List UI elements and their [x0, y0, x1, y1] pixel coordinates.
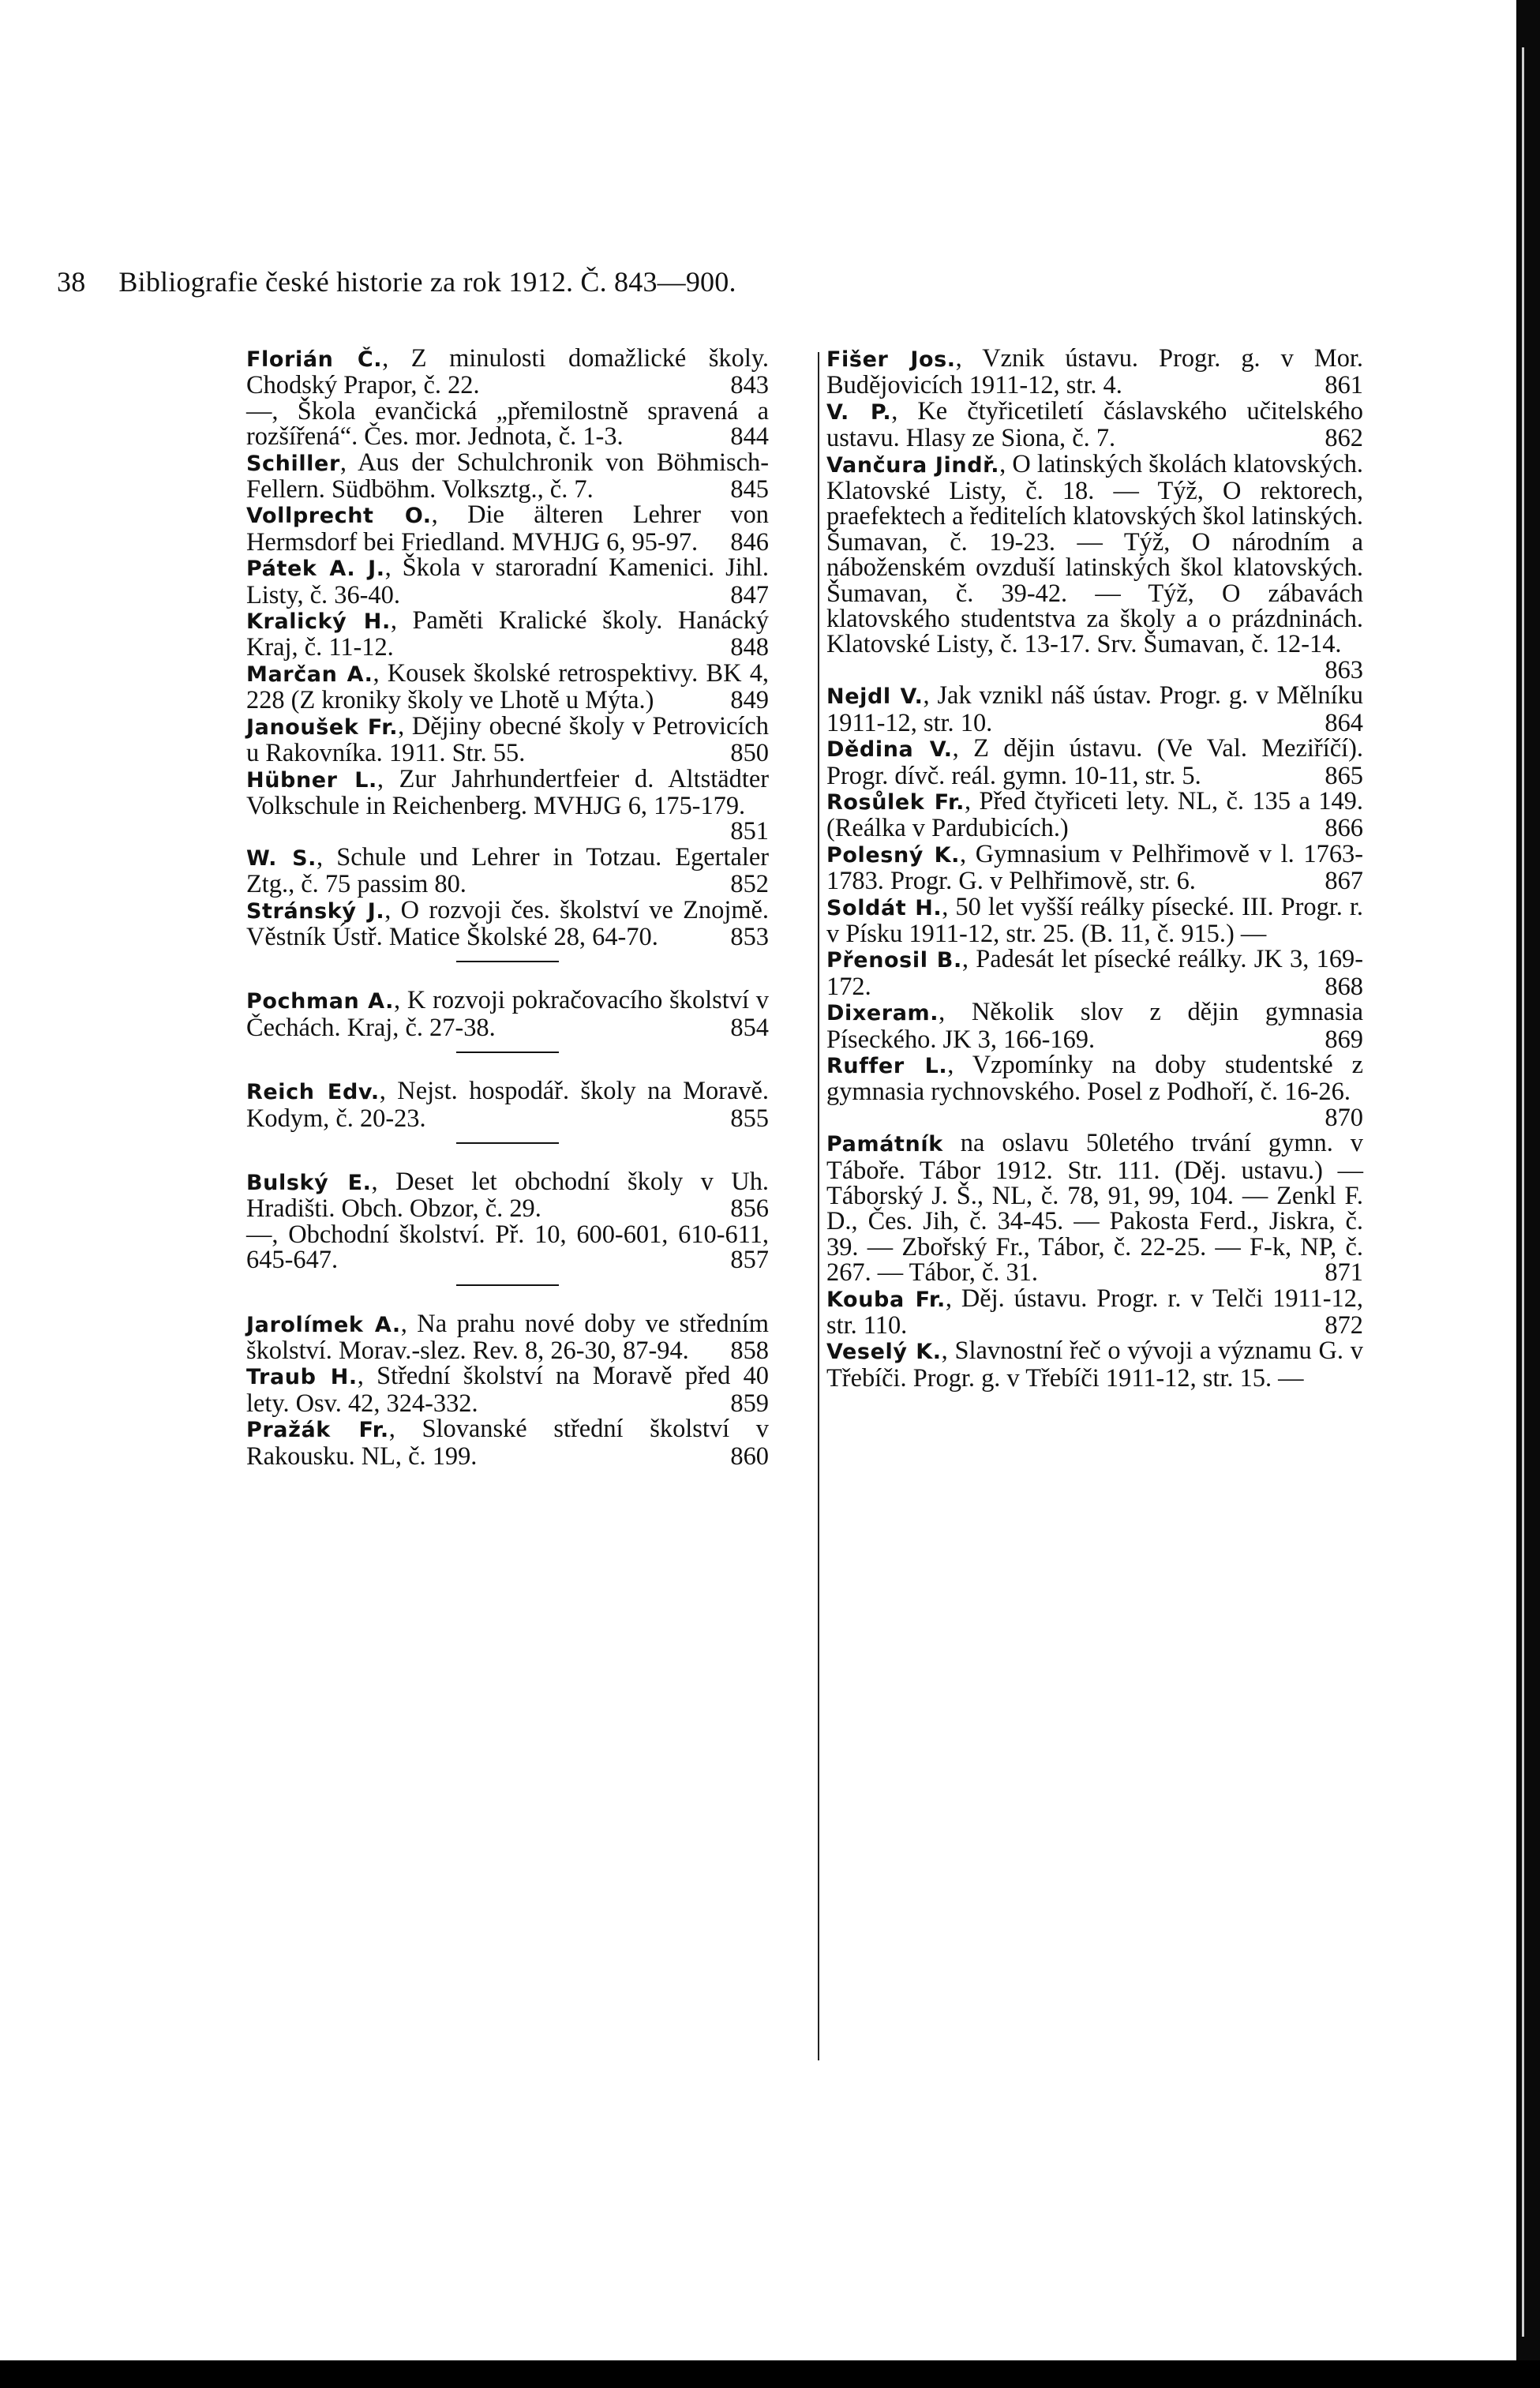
left-column — [246, 346, 769, 1469]
entry-text: , Vznik ústavu. Progr. g. v Mor. Budějovicích 1911-12, str. 4. — [826, 344, 1363, 400]
bibliography-entry — [826, 999, 1363, 1052]
entry-text: , Slovanské střední školství v Rakousku. NL, č. 199. — [246, 1415, 769, 1471]
scan-edge — [1516, 0, 1540, 2388]
entry-number: 850 — [730, 739, 769, 768]
entry-number: 846 — [730, 527, 769, 557]
section-separator — [456, 961, 559, 962]
bibliography-entry — [826, 894, 1363, 947]
author-name: Stránský J. — [246, 898, 385, 924]
entry-text: —, Škola evančická „přemilostně spravená a rozšířená“. Čes. mor. Jednota, č. 1-3. — [246, 396, 769, 452]
author-name: Hübner L. — [246, 767, 377, 793]
column-divider — [818, 352, 819, 2060]
entry-number: 867 — [1325, 867, 1363, 896]
scan-edge-line — [1522, 47, 1524, 2337]
entry-text: , Zur Jahrhundertfeier d. Altstädter Volkschule in Reichenberg. MVHJG 6, 175-179. — [246, 764, 769, 820]
entry-text: , Škola v staroradní Kamenici. Jihl. Listy, č. 36-40. — [246, 553, 769, 609]
bibliography-entry — [826, 736, 1363, 789]
entry-number: 860 — [730, 1441, 769, 1471]
author-name: Vančura Jindř. — [826, 452, 1000, 478]
author-name: Nejdl V. — [826, 684, 924, 710]
bibliography-entry — [826, 1286, 1363, 1339]
entry-text: , Vzpomínky na doby studentské z gymnasia rychnovského. Posel z Podhoří, č. 16-26. — [826, 1050, 1363, 1107]
entry-text: , Střední školství na Moravě před 40 lety. Osv. 42, 324-332. — [246, 1362, 769, 1418]
author-name: Veselý K. — [826, 1340, 942, 1365]
entry-number: 852 — [730, 870, 769, 899]
author-name: Památník — [826, 1132, 943, 1157]
entry-number: 853 — [730, 922, 769, 951]
author-name: Soldát H. — [826, 895, 942, 920]
entry-text: , Paměti Kralické školy. Hanácký Kraj, č. 11-12. — [246, 606, 769, 662]
bibliography-entry — [246, 1311, 769, 1364]
entry-text: , Před čtyřiceti lety. NL, č. 135 a 149. (Reálka v Pardubicích.) — [826, 786, 1363, 843]
entry-number: 865 — [1325, 761, 1363, 790]
author-name: Pražák Fr. — [246, 1418, 389, 1443]
entry-number: 849 — [730, 686, 769, 715]
author-name: Marčan A. — [246, 662, 373, 687]
entry-number: 843 — [730, 371, 769, 400]
entry-text: , Die älteren Lehrer von Hermsdorf bei Friedland. MVHJG 6, 95-97. — [246, 500, 769, 557]
entry-text: , Dějiny obecné školy v Petrovicích u Rakovníka. 1911. Str. 55. — [246, 711, 769, 768]
bibliography-entry — [246, 1363, 769, 1416]
entry-text: , 50 let vyšší reálky písecké. III. Progr. r. v Písku 1911-12, str. 25. (B. 11, č. 915.) — — [826, 892, 1363, 948]
entry-number: 859 — [730, 1389, 769, 1418]
bibliography-entry — [246, 1222, 769, 1273]
entry-number: 866 — [1325, 814, 1363, 843]
entry-number: 844 — [730, 422, 769, 452]
section-separator — [456, 1052, 559, 1053]
entry-number: 862 — [1325, 424, 1363, 453]
entry-text: , Z dějin ústavu. (Ve Val. Meziříčí). Progr. dívč. reál. gymn. 10-11, str. 5. — [826, 734, 1363, 790]
author-name: Přenosil B. — [826, 948, 962, 973]
entry-text: , Schule und Lehrer in Totzau. Egertaler Ztg., č. 75 passim 80. — [246, 842, 769, 899]
entry-number: 868 — [1325, 972, 1363, 1001]
author-name: Polesný K. — [826, 842, 960, 868]
entry-text: —, Obchodní školství. Př. 10, 600-601, 610-611, 645-647. — [246, 1220, 769, 1275]
entry-number: 858 — [730, 1336, 769, 1365]
entry-number: 854 — [730, 1013, 769, 1042]
entry-text: , Ke čtyřicetiletí čáslavského učitelského ustavu. Hlasy ze Siona, č. 7. — [826, 396, 1363, 453]
bibliography-entry — [246, 764, 769, 846]
bibliography-entry — [826, 449, 1363, 684]
entry-text: , Padesát let písecké reálky. JK 3, 169-172. — [826, 945, 1364, 1001]
bibliography-entry — [246, 608, 769, 661]
author-name: Pátek A. J. — [246, 557, 385, 582]
author-name: Rosůlek Fr. — [826, 789, 965, 815]
author-name: Janoušek Fr. — [246, 714, 399, 740]
author-name: Florián Č. — [246, 347, 383, 372]
entry-text: , Z minulosti domažlické školy. Chodský Prapor, č. 22. — [246, 344, 770, 400]
author-name: Fišer Jos. — [826, 347, 956, 372]
entry-text: , O latinských školách klatovských. Klatovské Listy, č. 18. — Týž, O rektorech, praefektech a ředitelích klatovských škol latinských. Šumavan, č. 19-23. — Týž, O národním a náboženském ovzduší latinských škol klatovských. Šumavan, č. 39-42. — Týž, O zábavách klatovského studentstva za školy a o prázdninách. Klatovské Listy, č. 13-17. Srv. Šumavan, č. 12-14. — [826, 449, 1363, 659]
author-name: Jarolímek A. — [246, 1312, 401, 1337]
page-title: Bibliografie české historie za rok 1912. Č. 843—900. — [118, 266, 736, 298]
author-name: V. P. — [826, 399, 892, 425]
bibliography-entry — [826, 1052, 1363, 1130]
entry-text: , K rozvoji pokračovacího školství v Čechách. Kraj, č. 27-38. — [246, 986, 769, 1042]
entry-number: 861 — [1325, 371, 1363, 400]
entry-number: 857 — [730, 1246, 769, 1275]
bibliography-entry — [246, 988, 769, 1040]
bibliography-entry — [246, 555, 769, 608]
entry-number: 869 — [1325, 1025, 1363, 1054]
entry-text: , Jak vznikl náš ústav. Progr. g. v Mělníku 1911-12, str. 10. — [826, 681, 1363, 737]
bibliography-entry — [826, 839, 1363, 896]
entry-text: , Kousek školské retrospektivy. BK 4, 228 (Z kroniky školy ve Lhotě u Mýta.) — [246, 658, 769, 715]
bibliography-entry — [826, 683, 1363, 736]
entry-text: , Nejst. hospodář. školy na Moravě. Kodym, č. 20-23. — [246, 1077, 769, 1133]
bibliography-entry — [246, 895, 769, 951]
entry-text: , Gymnasium v Pelhřimově v l. 1763-1783. Progr. G. v Pelhřimově, str. 6. — [826, 839, 1363, 896]
bibliography-entry — [826, 786, 1363, 843]
bibliography-entry — [826, 1129, 1363, 1288]
entry-number: 848 — [730, 633, 769, 662]
entry-text: na oslavu 50letého trvání gymn. v Táboře. Tábor 1912. Str. 111. (Děj. ustavu.) — Táborský J. Š., NL, č. 78, 91, 99, 104. — Zenkl F. D., Čes. Jih, č. 34-45. — Pakosta Ferd., Jiskra, č. 39. — Zbořský Fr., Tábor, č. 22-25. — F-k, NP, č. 267. — Tábor, č. 31. — [826, 1129, 1363, 1288]
author-name: Traub H. — [246, 1365, 358, 1390]
entry-text: , Slavnostní řeč o vývoji a významu G. v Třebíči. Progr. g. v Třebíči 1911-12, str. 15. — — [826, 1336, 1363, 1393]
author-name: Kralický H. — [246, 609, 391, 635]
bibliography-entry — [246, 1078, 769, 1131]
bibliography-entry — [826, 1338, 1363, 1391]
bibliography-entry — [246, 711, 769, 768]
entry-number: 871 — [1325, 1258, 1363, 1288]
entry-number: 870 — [1325, 1103, 1363, 1132]
author-name: Dědina V. — [826, 737, 953, 763]
bibliography-entry — [246, 346, 769, 399]
author-name: Ruffer L. — [826, 1053, 948, 1078]
author-name: Reich Edv. — [246, 1080, 380, 1105]
entry-text: , Aus der Schulchronik von Böhmisch-Fellern. Südböhm. Volksztg., č. 7. — [246, 448, 769, 504]
bibliography-entry — [826, 947, 1363, 999]
entry-number: 845 — [730, 475, 769, 504]
bibliography-entry — [246, 842, 769, 899]
bibliography-entry — [246, 396, 769, 452]
entry-number: 855 — [730, 1104, 769, 1133]
author-name: Kouba Fr. — [826, 1287, 946, 1312]
bibliography-entry — [826, 396, 1363, 453]
entry-text: , Deset let obchodní školy v Uh. Hradišti. Obch. Obzor, č. 29. — [246, 1167, 769, 1224]
bibliography-entry — [246, 502, 769, 555]
entry-number: 856 — [730, 1194, 769, 1224]
bibliography-entry — [246, 450, 769, 503]
author-name: Pochman A. — [246, 989, 394, 1014]
entry-text: , Několik slov z dějin gymnasia Píseckého. JK 3, 166-169. — [826, 998, 1363, 1054]
bibliography-entry — [246, 1169, 769, 1222]
entry-text: , Na prahu nové doby ve středním školství. Morav.-slez. Rev. 8, 26-30, 87-94. — [246, 1309, 769, 1365]
entry-number: 872 — [1325, 1311, 1363, 1340]
entry-number: 863 — [1325, 655, 1363, 684]
entry-number: 851 — [730, 817, 769, 846]
bibliography-entry — [826, 346, 1363, 399]
entry-number: 847 — [730, 580, 769, 609]
bibliography-entry — [246, 1416, 769, 1469]
entry-text: , O rozvoji čes. školství ve Znojmě. Věstník Ústř. Matice Školské 28, 64-70. — [246, 895, 769, 951]
right-column — [826, 346, 1363, 1391]
section-separator — [456, 1142, 559, 1144]
author-name: Vollprecht O. — [246, 504, 432, 529]
entry-number: 864 — [1325, 708, 1363, 737]
author-name: Schiller — [246, 451, 340, 476]
author-name: Bulský E. — [246, 1170, 372, 1195]
running-header — [57, 265, 736, 298]
page-number: 38 — [57, 266, 86, 298]
section-separator — [456, 1284, 559, 1286]
scan-bottom-edge — [0, 2360, 1540, 2388]
author-name: Dixeram. — [826, 1001, 939, 1026]
bibliography-entry — [246, 658, 769, 715]
entry-text: , Děj. ústavu. Progr. r. v Telči 1911-12, str. 110. — [826, 1284, 1363, 1340]
author-name: W. S. — [246, 845, 317, 871]
